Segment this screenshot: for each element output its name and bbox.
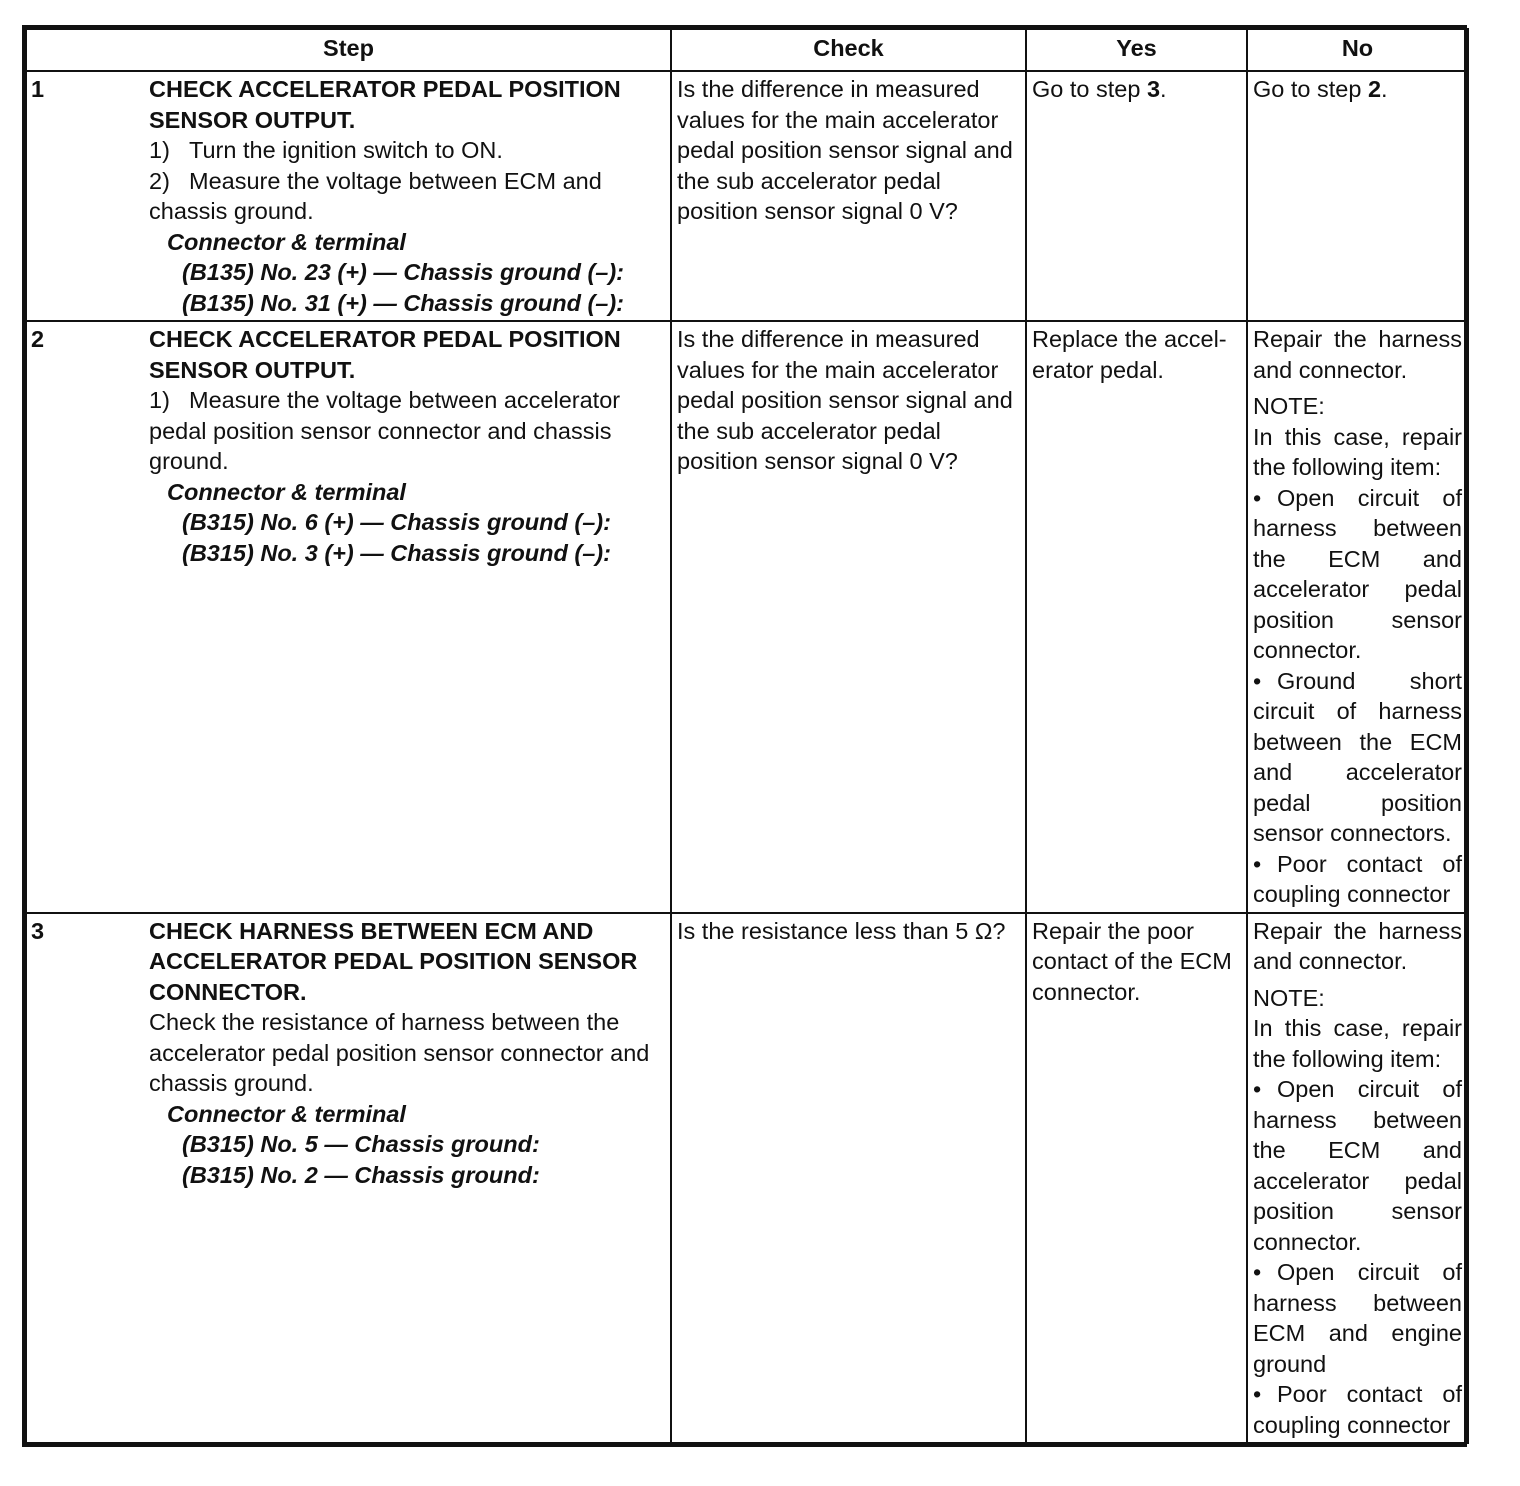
yes-text-end: . [1160, 76, 1167, 102]
step-body-text: Check the resistance of harness between the accelerator pedal position sensor connector and chassis ground. [149, 1009, 650, 1096]
yes-cell: Repair the poor contact of the ECM connector. [1026, 913, 1247, 1444]
list-item [1253, 1074, 1462, 1257]
note-label: NOTE: [1253, 393, 1325, 419]
substep-number: 1) [149, 137, 170, 163]
header-no: No [1247, 29, 1468, 71]
list-item-text: Open circuit of harness between ECM and engine ground [1253, 1259, 1462, 1377]
no-cell [1247, 913, 1468, 1444]
terminal-spec: (B135) No. 23 (+) — Chassis ground (–): [182, 259, 625, 285]
bullet-icon: • [1253, 850, 1262, 877]
step-number: 2 [31, 326, 45, 352]
substep-number: 2) [149, 167, 170, 194]
step-cell [26, 71, 671, 321]
list-item [1253, 1379, 1462, 1440]
no-main-text: Repair the harness and connector. [1253, 917, 1462, 974]
note-label: NOTE: [1253, 984, 1325, 1011]
list-item [1253, 1257, 1462, 1379]
note-intro: In this case, repair the following item: [1253, 423, 1462, 480]
connector-terminal-heading: Connector & terminal [167, 1100, 406, 1127]
terminal-spec: (B315) No. 5 — Chassis ground: [182, 1131, 540, 1157]
yes-step-ref: 3 [1146, 76, 1161, 102]
bullet-icon: • [1253, 1259, 1262, 1285]
yes-cell [1026, 71, 1247, 321]
no-text-end: . [1381, 76, 1388, 102]
bullet-icon: • [1253, 667, 1262, 694]
substep-text: Measure the voltage between ECM and chassis ground. [149, 167, 602, 224]
list-item-text: Open circuit of harness between the ECM and accelerator pedal position sensor connector. [1253, 484, 1462, 663]
header-yes: Yes [1026, 29, 1247, 71]
substep-text: Measure the voltage between accelerator pedal position sensor connector and chassis ground. [149, 387, 621, 474]
no-cell [1247, 321, 1468, 913]
terminal-spec: (B315) No. 3 (+) — Chassis ground (–): [182, 539, 611, 566]
substep-number: 1) [149, 387, 170, 413]
list-item-text: Poor contact of coupling connector [1253, 1381, 1462, 1438]
connector-terminal-heading: Connector & terminal [167, 478, 406, 505]
header-step: Step [26, 29, 671, 71]
table-row [26, 321, 1468, 913]
terminal-spec: (B315) No. 2 — Chassis ground: [182, 1161, 540, 1188]
step-cell [26, 321, 671, 913]
list-item-text: Poor contact of coupling connector [1253, 850, 1462, 907]
list-item [1253, 849, 1462, 910]
yes-cell: Replace the accel-erator pedal. [1026, 321, 1247, 913]
step-title: CHECK ACCELERATOR PEDAL POSITION SENSOR OUTPUT. [149, 76, 621, 133]
bullet-icon: • [1253, 484, 1262, 511]
list-item [1253, 666, 1462, 849]
diagnostic-table [25, 28, 1469, 1444]
table-row [26, 71, 1468, 321]
step-number: 1 [31, 76, 45, 102]
check-cell: Is the difference in measured values for the main accelerator pedal position sensor signal and the sub accelerator pedal position sensor signal 0 V? [671, 321, 1026, 913]
bullet-icon: • [1253, 1381, 1262, 1407]
step-title: CHECK HARNESS BETWEEN ECM AND ACCELERATOR PEDAL POSITION SENSOR CONNECTOR. [149, 917, 638, 1005]
no-text: Go to step [1253, 76, 1368, 102]
bullet-icon: • [1253, 1076, 1262, 1102]
check-cell: Is the difference in measured values for the main accelerator pedal position sensor signal and the sub accelerator pedal position sensor signal 0 V? [671, 71, 1026, 321]
step-number: 3 [31, 917, 45, 944]
terminal-spec: (B315) No. 6 (+) — Chassis ground (–): [182, 509, 611, 535]
list-item-text: Open circuit of harness between the ECM and accelerator pedal position sensor connector. [1253, 1076, 1462, 1255]
note-intro: In this case, repair the following item: [1253, 1015, 1462, 1072]
no-main-text: Repair the harness and connector. [1253, 326, 1462, 383]
header-row [26, 29, 1468, 71]
table-row [26, 913, 1468, 1444]
connector-terminal-heading: Connector & terminal [167, 228, 406, 255]
step-title: CHECK ACCELERATOR PEDAL POSITION SENSOR OUTPUT. [149, 326, 621, 383]
list-item [1253, 483, 1462, 666]
yes-text: Go to step [1032, 76, 1147, 102]
no-step-ref: 2 [1367, 76, 1382, 102]
substep-text: Turn the ignition switch to ON. [189, 137, 503, 163]
step-cell [26, 913, 671, 1444]
check-cell: Is the resistance less than 5 Ω? [671, 913, 1026, 1444]
header-check: Check [671, 29, 1026, 71]
diagnostic-table-container [22, 25, 1467, 1447]
no-cell [1247, 71, 1468, 321]
terminal-spec: (B135) No. 31 (+) — Chassis ground (–): [182, 289, 625, 316]
list-item-text: Ground short circuit of harness between the ECM and accelerator pedal position sensor connectors. [1253, 667, 1462, 846]
